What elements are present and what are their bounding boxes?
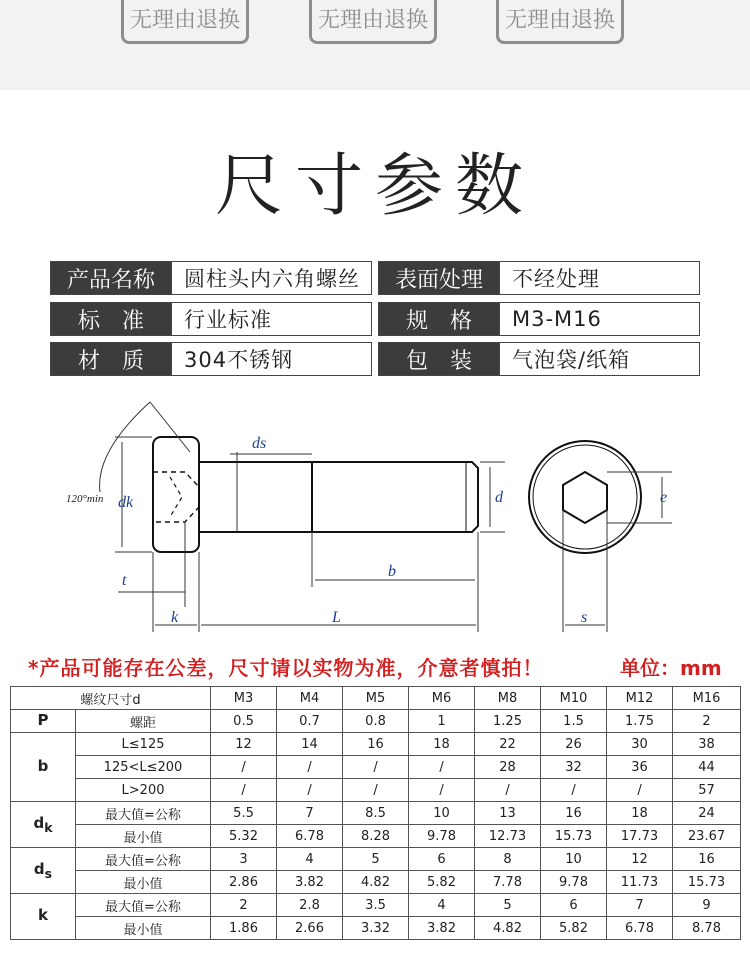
value-cell: 12.73 (475, 825, 541, 848)
value-cell: 44 (673, 756, 741, 779)
value-cell: 5.82 (409, 871, 475, 894)
table-row (11, 756, 741, 779)
value-cell: 8.28 (343, 825, 409, 848)
row-label: 螺距 (76, 710, 211, 733)
value-cell: 14 (277, 733, 343, 756)
value-cell: 3.82 (409, 917, 475, 940)
value-cell: 5.32 (211, 825, 277, 848)
value-cell: 12 (211, 733, 277, 756)
value-cell: / (211, 779, 277, 802)
spec-label: 产品名称 (51, 262, 171, 294)
symbol: d (33, 860, 45, 878)
value-cell: 0.8 (343, 710, 409, 733)
value-cell: 11.73 (607, 871, 673, 894)
value-cell: 1.25 (475, 710, 541, 733)
top-band (0, 0, 750, 90)
spec-product-name (50, 261, 372, 295)
symbol: k (38, 906, 48, 924)
value-cell: 7 (277, 802, 343, 825)
row-label: 最大值=公称 (76, 848, 211, 871)
return-stamp: 无理由退换 (309, 0, 437, 44)
table-row (11, 802, 741, 825)
value-cell: 2 (211, 894, 277, 917)
value-cell: / (475, 779, 541, 802)
value-cell: / (343, 756, 409, 779)
value-cell: 9.78 (409, 825, 475, 848)
spec-value: M3-M16 (499, 303, 699, 335)
spec-label: 包 装 (379, 343, 499, 375)
L-label: L (332, 609, 341, 626)
spec-label: 标 准 (51, 303, 171, 335)
value-cell: 18 (607, 802, 673, 825)
table-row (11, 917, 741, 940)
dk-label: dk (118, 494, 134, 511)
table-row (11, 894, 741, 917)
value-cell: 6.78 (607, 917, 673, 940)
value-cell: 13 (475, 802, 541, 825)
value-cell: 6.78 (277, 825, 343, 848)
value-cell: 1.75 (607, 710, 673, 733)
spec-label: 材 质 (51, 343, 171, 375)
row-label: 125<L≤200 (76, 756, 211, 779)
value-cell: 8.78 (673, 917, 741, 940)
unit-label: 单位：mm (620, 656, 722, 680)
value-cell: / (541, 779, 607, 802)
spec-value: 气泡袋/纸箱 (499, 343, 699, 375)
value-cell: 57 (673, 779, 741, 802)
row-label: 最小值 (76, 825, 211, 848)
screw-shank (199, 462, 478, 532)
value-cell: 4 (277, 848, 343, 871)
symbol-sub: s (44, 866, 53, 881)
value-cell: 8 (475, 848, 541, 871)
value-cell: 6 (409, 848, 475, 871)
value-cell: 28 (475, 756, 541, 779)
spec-material (50, 342, 372, 376)
header-label: 螺纹尺寸d (11, 687, 211, 710)
table-header-row (11, 687, 741, 710)
value-cell: 4.82 (343, 871, 409, 894)
size-header: M5 (343, 687, 409, 710)
size-header: M10 (541, 687, 607, 710)
spec-packaging (378, 342, 700, 376)
screw-diagram (0, 392, 750, 642)
value-cell: 7.78 (475, 871, 541, 894)
value-cell: 36 (607, 756, 673, 779)
symbol-cell (11, 848, 76, 894)
value-cell: / (409, 779, 475, 802)
value-cell: 2 (673, 710, 741, 733)
value-cell: 10 (409, 802, 475, 825)
spec-value: 不经处理 (499, 262, 699, 294)
end-view-circle (529, 441, 641, 553)
value-cell: 30 (607, 733, 673, 756)
symbol-cell (11, 894, 76, 940)
row-label: 最小值 (76, 871, 211, 894)
value-cell: 2.8 (277, 894, 343, 917)
screw-head (153, 437, 199, 552)
spec-value: 圆柱头内六角螺丝 (171, 262, 371, 294)
value-cell: 1.86 (211, 917, 277, 940)
dimension-table (10, 686, 741, 940)
value-cell: 3.82 (277, 871, 343, 894)
value-cell: 26 (541, 733, 607, 756)
d-label: d (495, 489, 503, 506)
value-cell: 5 (475, 894, 541, 917)
symbol: b (37, 756, 49, 775)
value-cell: / (277, 779, 343, 802)
value-cell: 15.73 (541, 825, 607, 848)
symbol-sub: k (44, 820, 53, 835)
symbol: P (37, 710, 49, 729)
spec-value: 304不锈钢 (171, 343, 371, 375)
ds-label: ds (252, 435, 267, 452)
value-cell: 17.73 (607, 825, 673, 848)
value-cell: 15.73 (673, 871, 741, 894)
value-cell: 22 (475, 733, 541, 756)
value-cell: 3.5 (343, 894, 409, 917)
value-cell: 5.82 (541, 917, 607, 940)
value-cell: 38 (673, 733, 741, 756)
table-row (11, 825, 741, 848)
table-row (11, 710, 741, 733)
spec-label: 表面处理 (379, 262, 499, 294)
value-cell: 10 (541, 848, 607, 871)
value-cell: 6 (541, 894, 607, 917)
value-cell: 7 (607, 894, 673, 917)
value-cell: 1 (409, 710, 475, 733)
symbol-cell (11, 802, 76, 848)
symbol-cell (11, 710, 76, 733)
value-cell: 9.78 (541, 871, 607, 894)
value-cell: 32 (541, 756, 607, 779)
value-cell: 0.5 (211, 710, 277, 733)
value-cell: 16 (673, 848, 741, 871)
symbol: d (33, 814, 45, 832)
value-cell: 23.67 (673, 825, 741, 848)
value-cell: 16 (541, 802, 607, 825)
value-cell: 5 (343, 848, 409, 871)
table-row (11, 871, 741, 894)
angle-label: 120°min (66, 493, 104, 505)
size-header: M4 (277, 687, 343, 710)
value-cell: 0.7 (277, 710, 343, 733)
value-cell: / (211, 756, 277, 779)
table-row (11, 733, 741, 756)
size-header: M16 (673, 687, 741, 710)
return-stamp: 无理由退换 (121, 0, 249, 44)
value-cell: 2.66 (277, 917, 343, 940)
value-cell: 3.32 (343, 917, 409, 940)
return-stamp: 无理由退换 (496, 0, 624, 44)
symbol-cell (11, 733, 76, 802)
value-cell: / (409, 756, 475, 779)
size-header: M3 (211, 687, 277, 710)
s-label: s (581, 609, 588, 626)
row-label: 最大值=公称 (76, 802, 211, 825)
k-label: k (171, 609, 179, 626)
value-cell: 24 (673, 802, 741, 825)
table-row (11, 848, 741, 871)
size-header: M8 (475, 687, 541, 710)
value-cell: 12 (607, 848, 673, 871)
spec-value: 行业标准 (171, 303, 371, 335)
spec-size (378, 302, 700, 336)
value-cell: 8.5 (343, 802, 409, 825)
value-cell: / (277, 756, 343, 779)
t-label: t (122, 572, 127, 589)
value-cell: 16 (343, 733, 409, 756)
spec-surface (378, 261, 700, 295)
b-label: b (388, 563, 396, 580)
value-cell: 9 (673, 894, 741, 917)
value-cell: 4 (409, 894, 475, 917)
size-header: M12 (607, 687, 673, 710)
row-label: 最小值 (76, 917, 211, 940)
size-header: M6 (409, 687, 475, 710)
tolerance-note: *产品可能存在公差，尺寸请以实物为准，介意者慎拍！ (28, 656, 544, 680)
value-cell: 1.5 (541, 710, 607, 733)
e-label: e (660, 489, 668, 506)
value-cell: 5.5 (211, 802, 277, 825)
spec-label: 规 格 (379, 303, 499, 335)
value-cell: / (343, 779, 409, 802)
row-label: L>200 (76, 779, 211, 802)
value-cell: 3 (211, 848, 277, 871)
spec-standard (50, 302, 372, 336)
table-row (11, 779, 741, 802)
value-cell: 18 (409, 733, 475, 756)
value-cell: 4.82 (475, 917, 541, 940)
row-label: L≤125 (76, 733, 211, 756)
value-cell: 2.86 (211, 871, 277, 894)
value-cell: / (607, 779, 673, 802)
row-label: 最大值=公称 (76, 894, 211, 917)
page-title: 尺寸参数 (214, 147, 535, 226)
